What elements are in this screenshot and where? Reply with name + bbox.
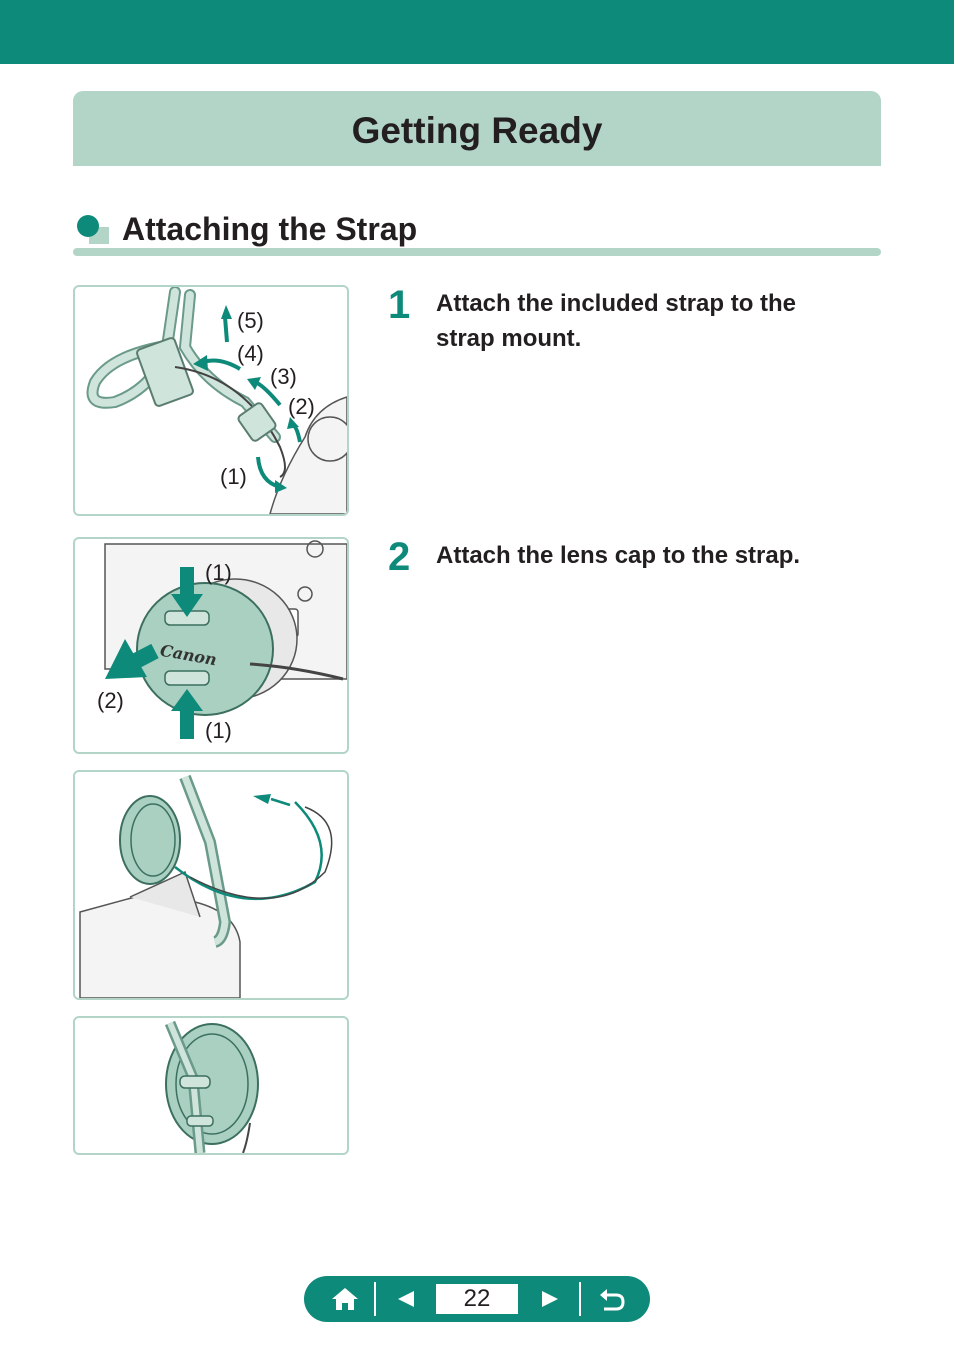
lens-cap-removal-illustration <box>73 537 349 754</box>
cap-attached-illustration <box>73 1016 349 1155</box>
figure-label: (4) <box>237 341 264 366</box>
section-divider <box>73 248 881 256</box>
step-number: 2 <box>388 535 411 579</box>
page-title: Getting Ready <box>351 110 603 151</box>
figure-label: (1) <box>205 718 232 743</box>
section-bullet-icon <box>75 214 111 246</box>
cap-to-strap-illustration <box>73 770 349 1000</box>
figure-label: (5) <box>237 308 264 333</box>
step-1-line-1: Attach the included strap to the <box>436 290 797 317</box>
prev-page-button[interactable] <box>382 1276 430 1322</box>
step-1-line-2: strap mount. <box>436 325 582 352</box>
return-icon <box>598 1287 626 1311</box>
prev-page-icon <box>396 1289 416 1309</box>
next-page-button[interactable] <box>526 1276 574 1322</box>
figure-label: (1) <box>220 464 247 489</box>
figure-label: (3) <box>270 364 297 389</box>
page-number: 22 <box>436 1284 518 1314</box>
cap-attached-drawing <box>75 1018 347 1153</box>
figure-label: (2) <box>97 688 124 713</box>
next-page-icon <box>540 1289 560 1309</box>
home-button[interactable] <box>320 1276 370 1322</box>
home-icon <box>331 1286 359 1312</box>
nav-divider <box>579 1282 581 1316</box>
step-number: 1 <box>388 283 411 327</box>
top-color-bar <box>0 0 954 64</box>
figure-label: (2) <box>288 394 315 419</box>
step-2-text: Attach the lens cap to the strap. <box>436 542 801 569</box>
section-title: Attaching the Strap <box>122 211 418 247</box>
canon-logo: Canon <box>158 640 219 670</box>
return-button[interactable] <box>587 1276 637 1322</box>
page-navigation-bar <box>304 1276 650 1322</box>
cap-strap-drawing <box>75 772 347 998</box>
nav-divider <box>374 1282 376 1316</box>
figure-label: (1) <box>205 560 232 585</box>
step-1-text <box>436 286 866 356</box>
strap-mount-illustration <box>73 285 349 516</box>
